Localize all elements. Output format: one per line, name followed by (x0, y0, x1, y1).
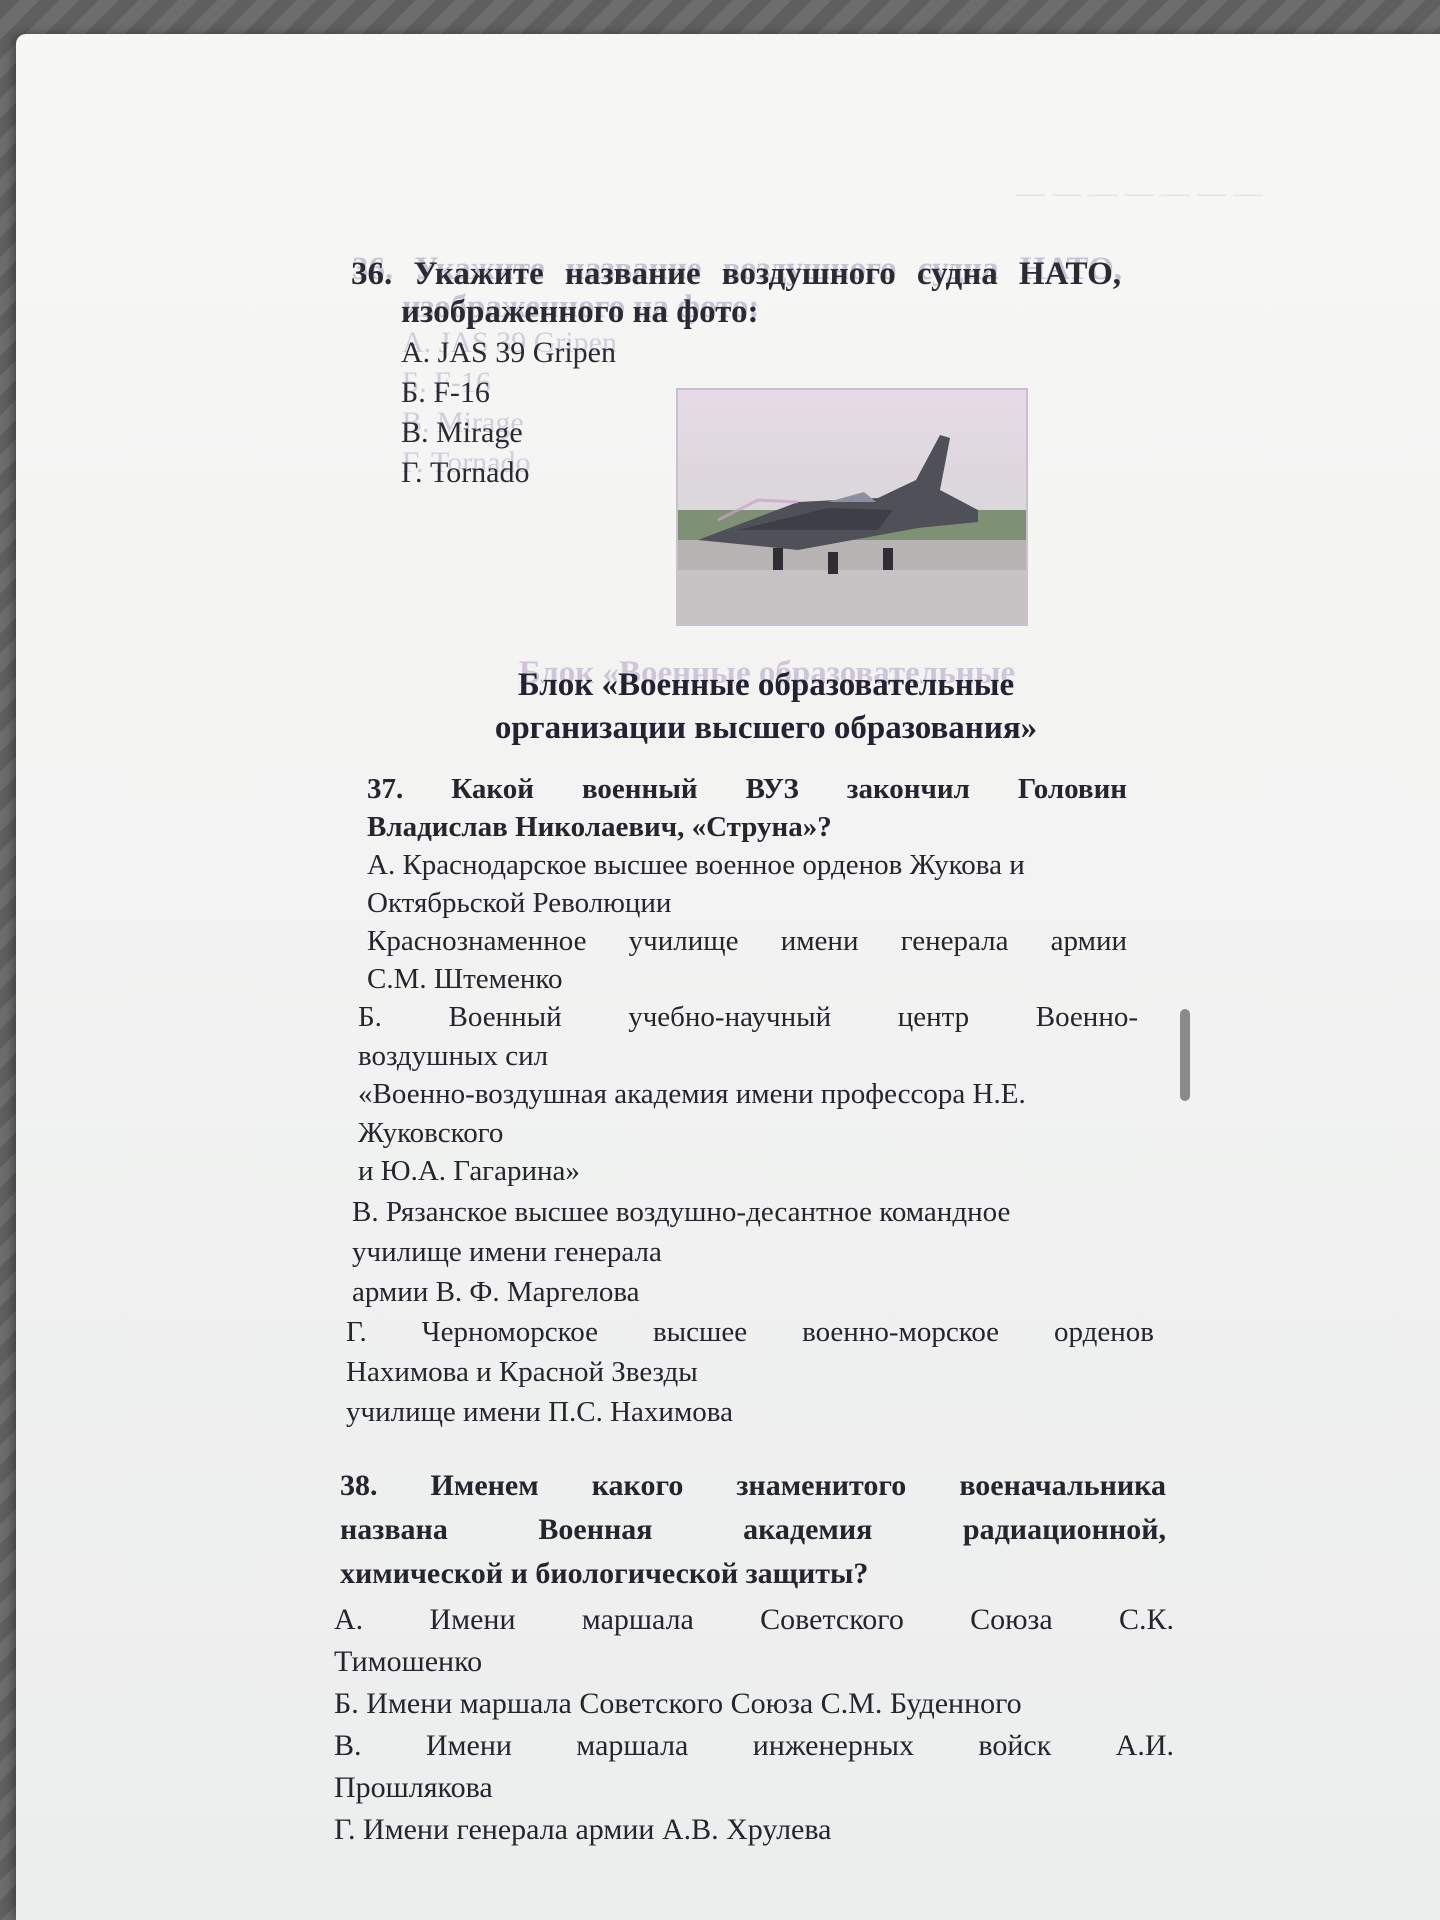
question-37-option-v: В. Рязанское высшее воздушно-десантное командное (352, 1196, 1011, 1228)
question-37-option-b-cont3: Жуковского (358, 1116, 504, 1149)
question-38-option-a-cont: Тимошенко (334, 1645, 483, 1678)
question-37-option-a-cont3: С.М. Штеменко (367, 963, 563, 995)
question-37-b-block (358, 998, 1138, 1191)
question-37-option-b-cont2: «Военно-воздушная академия имени профессора Н.Е. (358, 1078, 1026, 1110)
section-heading-line2: организации высшего образования» (494, 710, 1038, 746)
question-38-option-v: В. Имени маршала инженерных войск А.И. (334, 1729, 1174, 1762)
question-36-title-cont: изображенного на фото: (401, 294, 759, 330)
question-38-options (334, 1599, 1174, 1851)
question-37-option-b: Б. Военный учебно-научный центр Военно- (358, 1001, 1138, 1033)
fighter-jet-photo (676, 388, 1028, 626)
question-38-option-g: Г. Имени генерала армии А.В. Хрулева (334, 1813, 832, 1846)
question-37-option-v-cont: училище имени генерала (352, 1236, 662, 1268)
question-37-g-block (346, 1312, 1154, 1432)
question-37-option-g: Г. Черноморское высшее военно-морское орденов (346, 1316, 1154, 1348)
question-37-title: 37. Какой военный ВУЗ закончил Головин (367, 773, 1127, 805)
question-38-title-cont2: химической и биологической защиты? (340, 1557, 869, 1590)
document-page (16, 34, 1440, 1920)
question-36-option-v: В. Mirage (401, 416, 523, 449)
scrollbar-thumb[interactable] (1180, 1009, 1190, 1101)
question-38-title: 38. Именем какого знаменитого военачальника (340, 1469, 1166, 1502)
question-36-option-a: А. JAS 39 Gripen (401, 336, 616, 369)
question-37-option-a: А. Краснодарское высшее военное орденов Жукова и (367, 849, 1025, 881)
question-38-option-v-cont: Прошлякова (334, 1771, 493, 1804)
question-37-option-b-cont4: и Ю.А. Гагарина» (358, 1155, 580, 1187)
question-36-option-g: Г. Tornado (401, 456, 530, 489)
fighter-jet-image (678, 390, 1026, 624)
section-heading (316, 664, 1216, 750)
question-37-option-a-cont: Октябрьской Революции (367, 887, 672, 919)
question-37-option-g-cont2: училище имени П.С. Нахимова (346, 1396, 733, 1428)
question-37-option-v-cont2: армии В. Ф. Маргелова (352, 1276, 640, 1308)
question-37-option-g-cont: Нахимова и Красной Звезды (346, 1356, 698, 1388)
question-37-title-cont: Владислав Николаевич, «Струна»? (367, 811, 832, 843)
section-heading-line1: Блок «Военные образовательные (517, 667, 1015, 703)
question-37-option-b-cont: воздушных сил (358, 1039, 549, 1072)
question-36-option-b: Б. F-16 (401, 376, 490, 409)
question-38 (340, 1464, 1166, 1596)
question-37 (367, 770, 1127, 998)
bleed-through-text: — — — — — — — (1016, 177, 1263, 209)
question-38-option-b: Б. Имени маршала Советского Союза С.М. Буденного (334, 1687, 1022, 1720)
question-37-v-block (352, 1192, 1152, 1312)
question-38-title-cont: названа Военная академия радиационной, (340, 1513, 1166, 1546)
question-38-option-a: А. Имени маршала Советского Союза С.К. (334, 1603, 1174, 1636)
question-37-option-a-cont2: Краснознаменное училище имени генерала армии (367, 925, 1127, 957)
question-36-title: 36. Укажите название воздушного судна НАТО, (351, 256, 1121, 292)
